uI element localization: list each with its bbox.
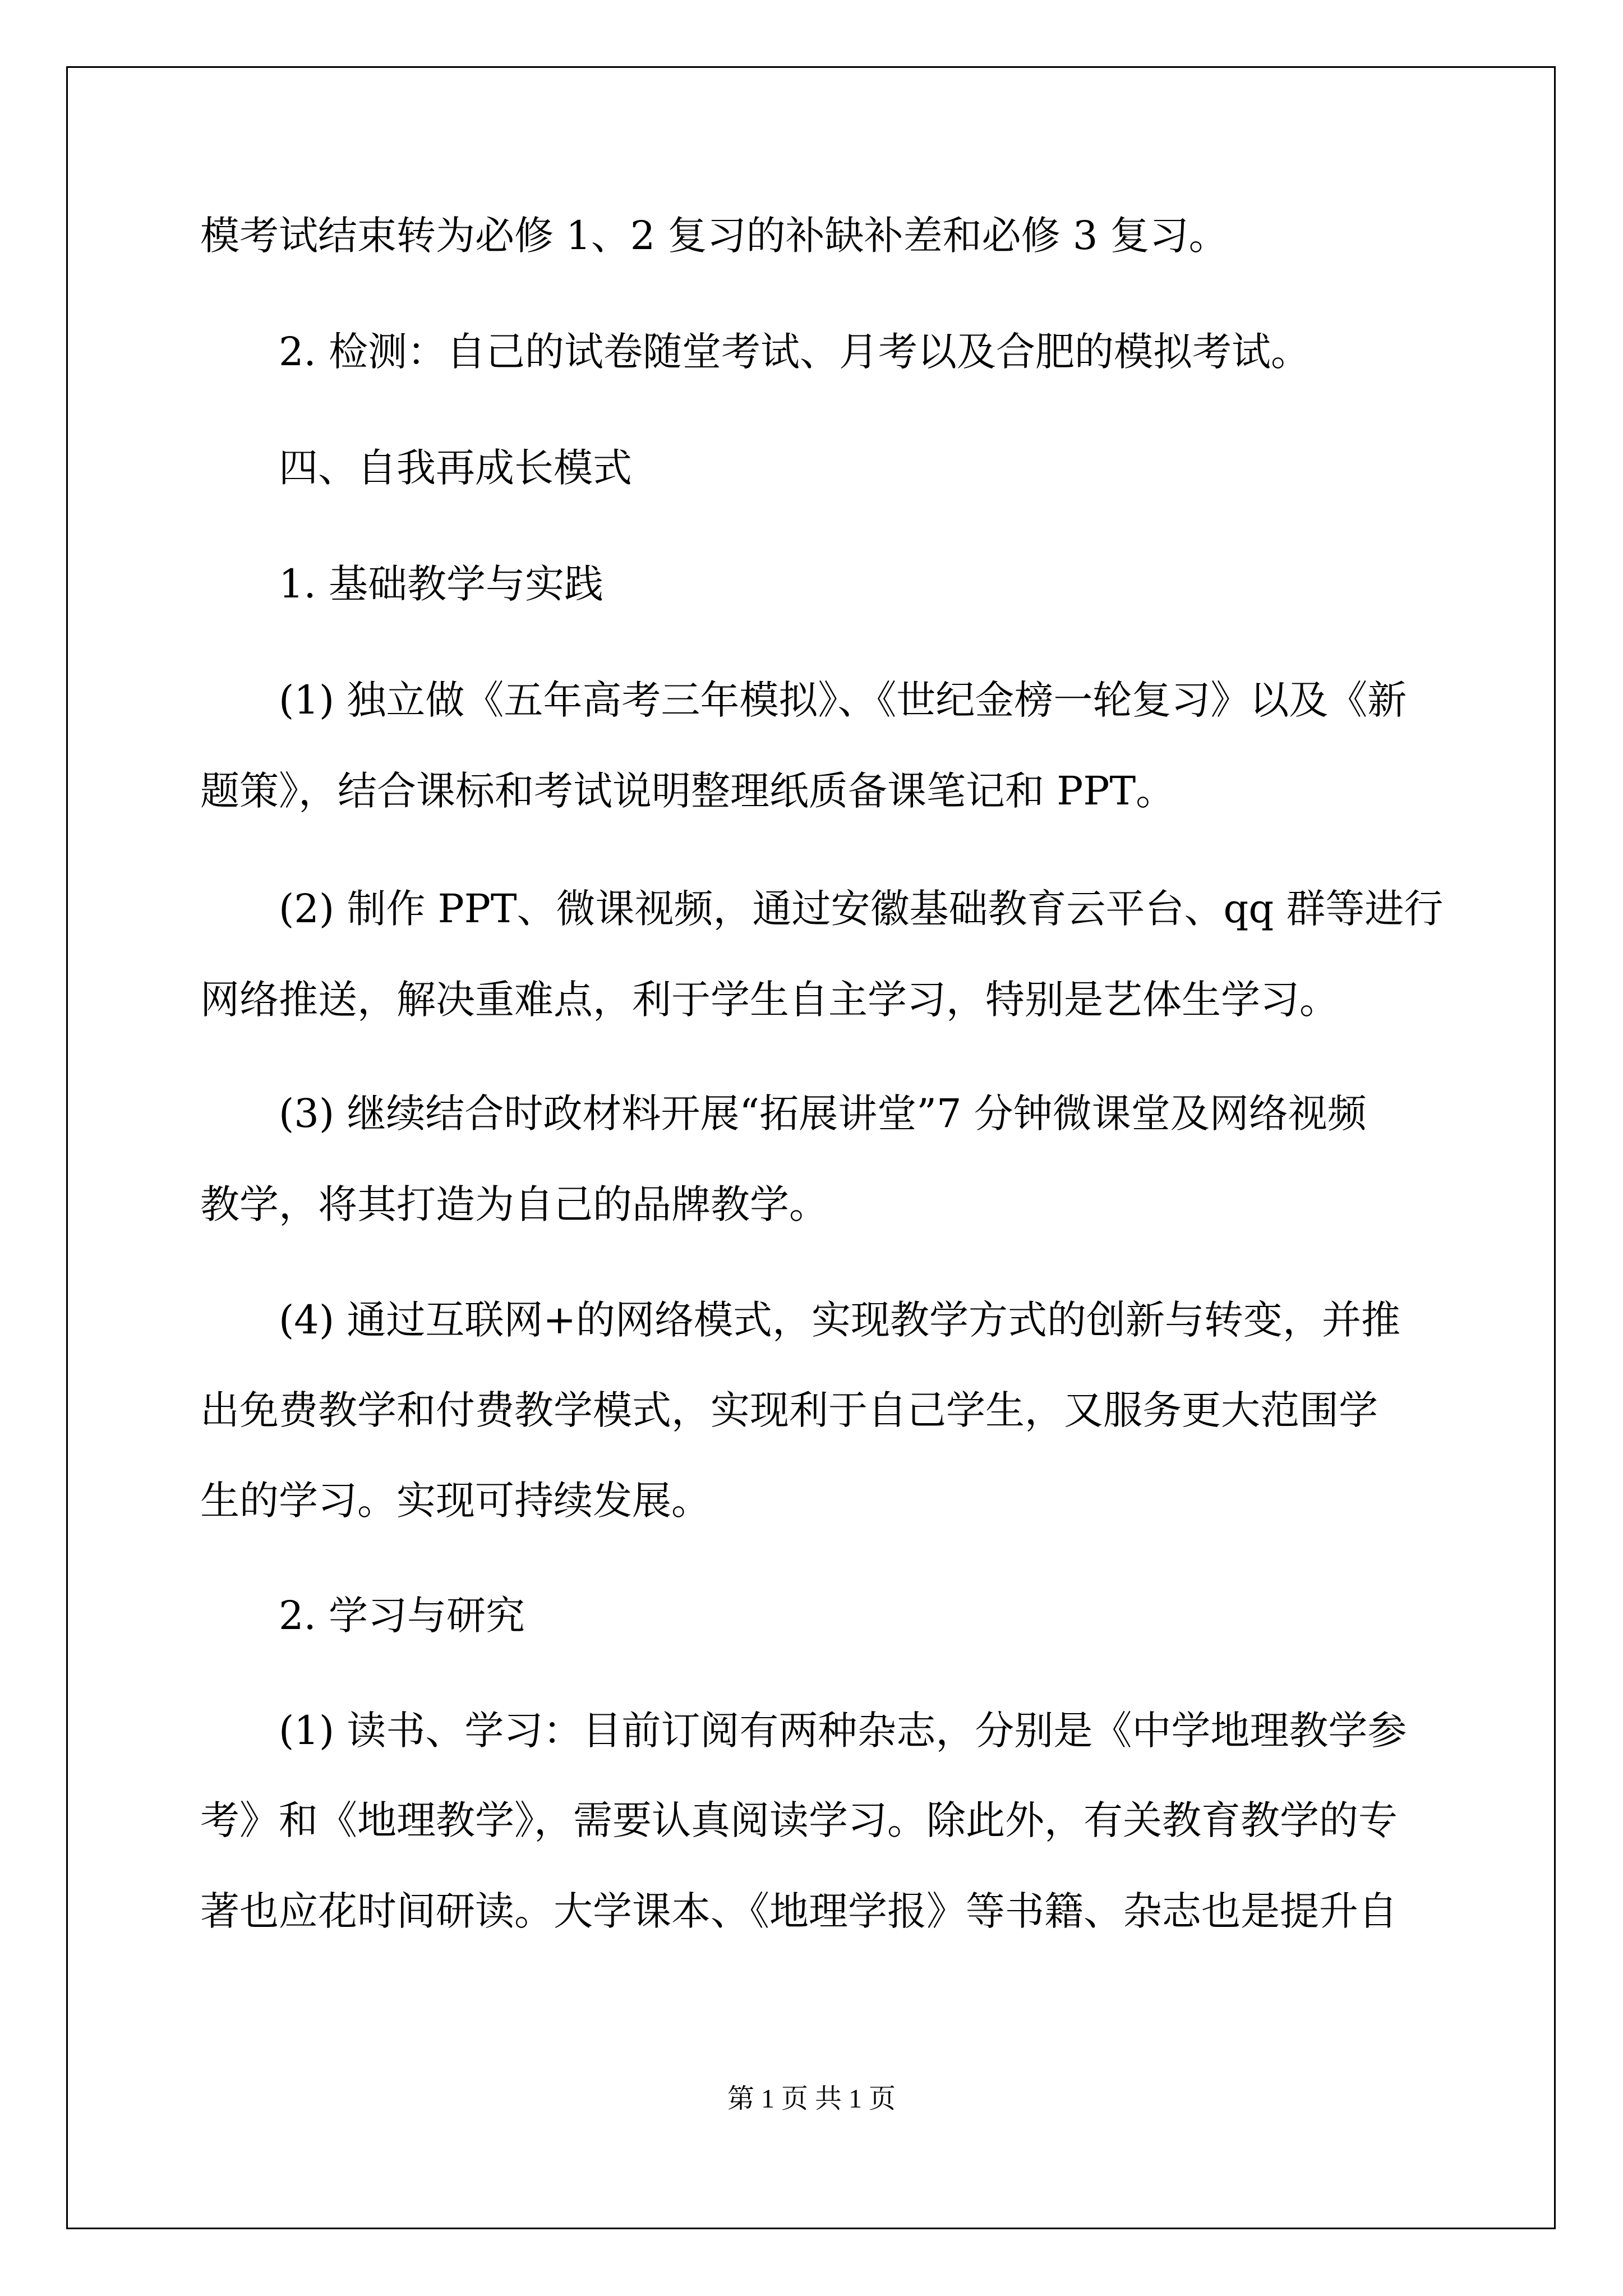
paragraph-line: (1) 独立做《五年高考三年模拟》、《世纪金榜一轮复习》以及《新 (279, 677, 1407, 723)
paragraph-line: 著也应花时间研读。大学课本、《地理学报》等书籍、杂志也是提升自 (200, 1888, 1398, 1934)
paragraph-line: 2. 检测：自己的试卷随堂考试、月考以及合肥的模拟考试。 (279, 329, 1311, 375)
paragraph-line: (4) 通过互联网+的网络模式，实现教学方式的创新与转变，并推 (279, 1297, 1401, 1343)
paragraph-line: 模考试结束转为必修 1、2 复习的补缺补差和必修 3 复习。 (200, 213, 1228, 259)
paragraph-line: (3) 继续结合时政材料开展“拓展讲堂”7 分钟微课堂及网络视频 (279, 1091, 1367, 1137)
paragraph-line: 教学，将其打造为自己的品牌教学。 (200, 1181, 828, 1227)
section-heading: 四、自我再成长模式 (279, 445, 632, 491)
paragraph-line: (1) 读书、学习：目前订阅有两种杂志，分别是《中学地理教学参 (279, 1708, 1407, 1754)
subsection-heading: 2. 学习与研究 (279, 1593, 525, 1639)
paragraph-line: 网络推送，解决重难点，利于学生自主学习，特别是艺体生学习。 (200, 977, 1339, 1023)
paragraph-line: 出免费教学和付费教学模式，实现利于自己学生，又服务更大范围学 (200, 1387, 1378, 1433)
paragraph-line: 生的学习。实现可持续发展。 (200, 1478, 711, 1524)
paragraph-line: 题策》，结合课标和考试说明整理纸质备课笔记和 PPT。 (200, 768, 1175, 814)
paragraph-line: 考》和《地理教学》，需要认真阅读学习。除此外，有关教育教学的专 (200, 1797, 1398, 1843)
paragraph-line: (2) 制作 PPT、微课视频，通过安徽基础教育云平台、qq 群等进行 (279, 886, 1444, 932)
page-number-footer: 第 1 页 共 1 页 (727, 2084, 896, 2114)
subsection-heading: 1. 基础教学与实践 (279, 561, 604, 607)
